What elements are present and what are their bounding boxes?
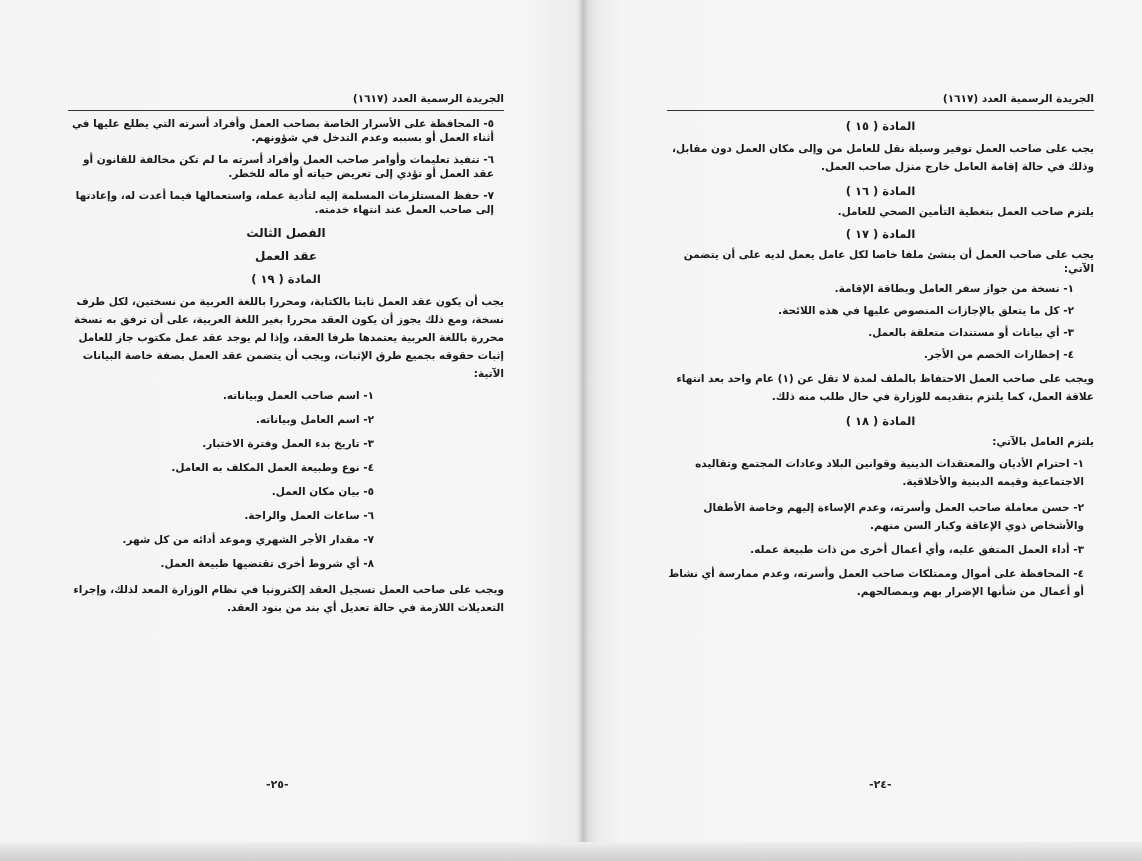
article-heading: المادة ( ١٦ ) (845, 184, 916, 198)
list-item: ٤- المحافظة على أموال وممتلكات صاحب العمل وأسرته، وعدم ممارسة أي نشاط أو أعمال من شأنها الإضرار بهم وبمصالحهم. (668, 568, 1084, 598)
article-heading: المادة ( ١٧ ) (845, 227, 916, 241)
left-page (0, 0, 583, 842)
article-paragraph: يجب على صاحب العمل أن ينشئ ملفا خاصا لكل عامل يعمل لديه على أن يتضمن الآتي: (683, 249, 1094, 275)
list-item: ٦- تنفيذ تعليمات وأوامر صاحب العمل وأفراد أسرته ما لم تكن مخالفة للقانون أو عقد العمل أو تؤدي إلى تعريض حياته أو ماله للخطر. (83, 154, 494, 180)
list-item: ٤- إخطارات الخصم من الأجر. (923, 349, 1074, 361)
closing-paragraph: ويجب على صاحب العمل تسجيل العقد إلكترونيا في نظام الوزارة المعد لذلك، وإجراء التعديلات اللازمة في حالة تعديل أي بند من بنود العقد. (73, 584, 504, 614)
book-gutter (578, 0, 588, 842)
list-item: ٧- مقدار الأجر الشهري وموعد أدائه من كل شهر. (122, 534, 374, 546)
list-item: ٢- اسم العامل وبياناته. (255, 414, 374, 426)
list-item: ٣- أداء العمل المتفق عليه، وأي أعمال أخرى من ذات طبيعة عمله. (750, 544, 1084, 556)
page-number: -٢٥- (266, 778, 289, 791)
article-paragraph: يجب على صاحب العمل توفير وسيلة نقل للعامل من وإلى مكان العمل دون مقابل، وذلك في حالة إقامة العامل خارج منزل صاحب العمل. (672, 143, 1094, 173)
list-item: ١- احترام الأديان والمعتقدات الدينية وقوانين البلاد وعادات المجتمع وتقاليده الاجتماعية وقيمه الدينية والأخلاقية. (695, 458, 1084, 488)
article-heading: المادة ( ١٥ ) (845, 119, 916, 133)
chapter-title: عقد العمل (254, 249, 318, 263)
list-item: ٤- نوع وطبيعة العمل المكلف به العامل. (171, 462, 374, 474)
left-page-content (68, 92, 504, 623)
list-item: ١- اسم صاحب العمل وبياناته. (222, 390, 374, 402)
article-paragraph: ويجب على صاحب العمل الاحتفاظ بالملف لمدة لا تقل عن (١) عام واحد بعد انتهاء علاقة العمل، كما يلتزم بتقديمه للوزارة في حال طلب منه ذلك. (676, 373, 1094, 403)
chapter-heading: الفصل الثالث (246, 226, 326, 240)
list-item: ٥- بيان مكان العمل. (271, 486, 374, 498)
article-heading: المادة ( ١٨ ) (845, 414, 916, 428)
list-item: ٨- أي شروط أخرى تقتضيها طبيعة العمل. (160, 558, 374, 570)
page-header: الجريدة الرسمية العدد (١٦١٧) (68, 92, 504, 111)
list-item: ٧- حفظ المستلزمات المسلمة إليه لتأدية عمله، واستعمالها فيما أعدت له، وإعادتها إلى صاحب العمل عند انتهاء خدمته. (75, 190, 494, 216)
list-item: ١- نسخة من جواز سفر العامل وبطاقة الإقامة. (834, 283, 1074, 295)
list-item: ٦- ساعات العمل والراحة. (244, 510, 374, 522)
list-item: ٣- أي بيانات أو مستندات متعلقة بالعمل. (868, 327, 1074, 339)
page-number: -٢٤- (869, 778, 892, 791)
article-heading: المادة ( ١٩ ) (251, 272, 321, 286)
article-paragraph: يلتزم صاحب العمل بتغطية التأمين الصحي للعامل. (837, 206, 1094, 218)
right-page-content (667, 92, 1094, 609)
page-header: الجريدة الرسمية العدد (١٦١٧) (667, 92, 1094, 111)
article-paragraph: يجب أن يكون عقد العمل ثابتا بالكتابة، ومحررا باللغة العربية من نسختين، لكل طرف نسخة، ومع ذلك يجوز أن يكون العقد محررا بغير اللغة العربية، على أن ترفق به نسخة محررة باللغة العربية يعتمدها طرفا العقد، وإذا لم يوجد عقد عمل مكتوب جاز للعامل إثبات حقوقه بجميع طرق الإثبات، ويجب أن يتضمن عقد العمل بصفة خاصة البيانات الآتية: (73, 296, 504, 380)
list-item: ٥- المحافظة على الأسرار الخاصة بصاحب العمل وأفراد أسرته التي يطلع عليها في أثناء العمل أو بسببه وعدم التدخل في شؤونهم. (71, 118, 494, 144)
list-item: ٣- تاريخ بدء العمل وفترة الاختبار. (202, 438, 374, 450)
list-item: ٢- كل ما يتعلق بالإجازات المنصوص عليها في هذه اللائحة. (778, 305, 1074, 317)
right-page (583, 0, 1142, 842)
article-intro: يلتزم العامل بالآتي: (992, 436, 1094, 448)
list-item: ٢- حسن معاملة صاحب العمل وأسرته، وعدم الإساءة إليهم وخاصة الأطفال والأشخاص ذوي الإعاقة وكبار السن منهم. (703, 502, 1084, 532)
